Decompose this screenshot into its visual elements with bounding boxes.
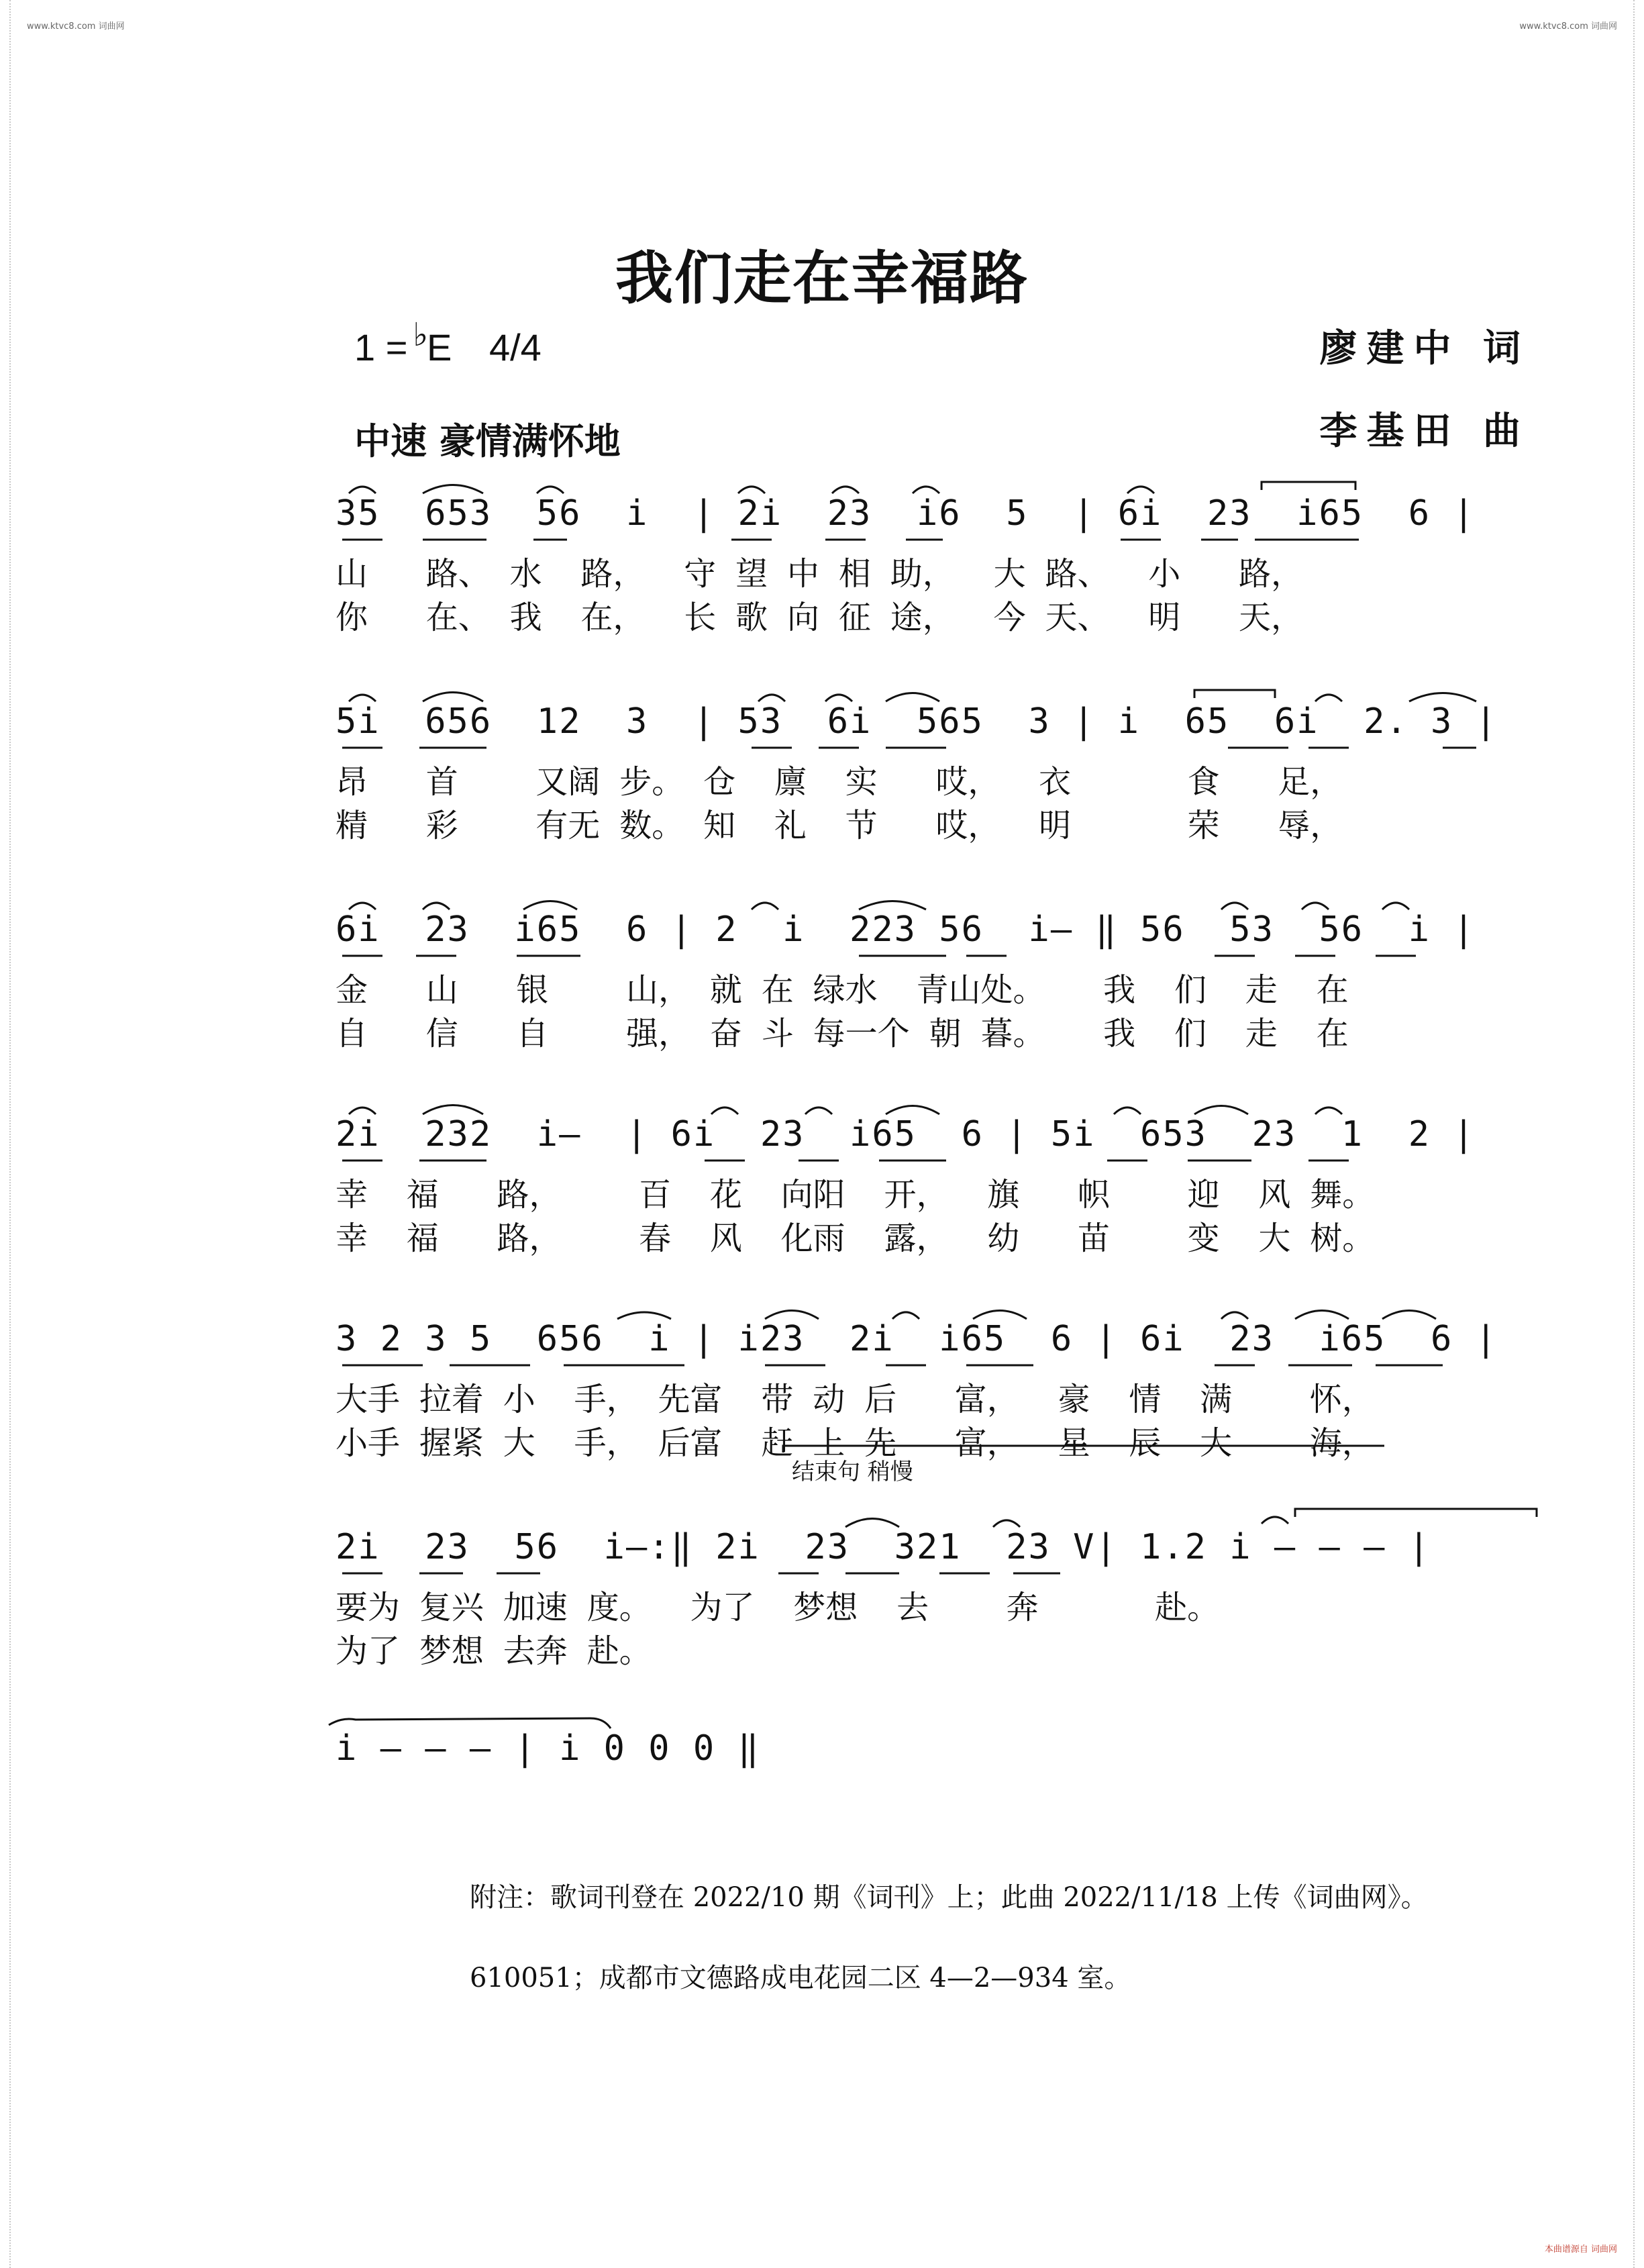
key-prefix: 1 = bbox=[354, 326, 408, 368]
jianpu-notes: 3 2 3 5 656 i | i23 2i i65 6 | 6i 23 i65 6 | bbox=[336, 1319, 1498, 1359]
lyrics-verse-1: 幸 福 路， 百 花 向阳 开， 旗 帜 迎 风 舞。 bbox=[336, 1176, 1375, 1214]
jianpu-notes: 5i 656 12 3 | 53 6i 565 3 | i 65 6i 2. 3 | bbox=[336, 701, 1498, 742]
key-signature bbox=[354, 317, 542, 369]
song-title: 我们走在幸福路 bbox=[615, 245, 1029, 312]
lyrics-verse-1: 昂 首 又阔 步。 仓 廪 实 哎， 衣 食 足， bbox=[336, 763, 1343, 801]
time-signature: 4/4 bbox=[489, 326, 542, 368]
lyrics-verse-1: 金 山 银 山， 就 在 绿水 青山处。 我 们 走 在 bbox=[336, 971, 1349, 1009]
tempo-marking: 中速 豪情满怀地 bbox=[354, 420, 621, 462]
beam-underlines bbox=[336, 1571, 1543, 1579]
lyrics-verse-2: 你 在、 我 在， 长 歌 向 征 途， 今 天、 明 天， bbox=[336, 599, 1303, 636]
flat-sign: ♭ bbox=[413, 317, 429, 353]
ending-bracket bbox=[782, 1443, 1386, 1454]
beam-underlines bbox=[336, 745, 1543, 753]
left-page-border bbox=[0, 0, 11, 2268]
lyrics-verse-2: 小手 握紧 大 手， 后富 赶 上 先 富， 星 辰 大 海， bbox=[336, 1424, 1374, 1462]
ending-annotation: 结束句 稍慢 bbox=[792, 1459, 913, 1485]
jianpu-notes: 2i 23 56 i—:‖ 2i 23 321 23 V| 1.2 i — — — | bbox=[336, 1527, 1431, 1567]
footnote-publication: 附注：歌词刊登在 2022/10 期《词刊》上；此曲 2022/11/18 上传《词曲网》。 bbox=[470, 1882, 1428, 1913]
jianpu-notes: i — — — | i 0 0 0 ‖ bbox=[336, 1728, 760, 1769]
beam-underlines bbox=[336, 1158, 1543, 1166]
key-note: E bbox=[427, 326, 452, 368]
jianpu-notes: 6i 23 i65 6 | 2 i 223 56 i— ‖ 56 53 56 i | bbox=[336, 909, 1476, 950]
jianpu-notes: 2i 232 i— | 6i 23 i65 6 | 5i 653 23 1 2 | bbox=[336, 1114, 1476, 1154]
watermark-top-left: www.ktvc8.com 词曲网 bbox=[27, 21, 125, 32]
lyrics-verse-2: 自 信 自 强， 奋 斗 每一个 朝 暮。 我 们 走 在 bbox=[336, 1015, 1349, 1052]
watermark-top-right: www.ktvc8.com 词曲网 bbox=[1519, 21, 1617, 32]
right-page-border bbox=[1633, 0, 1644, 2268]
lyrics-verse-1: 山 路、 水 路， 守 望 中 相 助， 大 路、 小 路， bbox=[336, 555, 1303, 593]
footnote-address: 610051；成都市文德路成电花园二区 4—2—934 室。 bbox=[470, 1963, 1131, 1993]
watermark-bottom-right: 本曲谱源自 词曲网 bbox=[1544, 2245, 1617, 2255]
beam-underlines bbox=[336, 953, 1543, 961]
lyrics-verse-2: 幸 福 路， 春 风 化雨 露， 幼 苗 变 大 树。 bbox=[336, 1220, 1375, 1257]
lyrics-verse-1: 大手 拉着 小 手， 先富 带 动 后 富， 豪 情 满 怀， bbox=[336, 1381, 1374, 1418]
lyrics-verse-2: 精 彩 有无 数。 知 礼 节 哎， 明 荣 辱， bbox=[336, 807, 1343, 844]
lyricist-credit: 廖建中 词 bbox=[1319, 327, 1530, 371]
composer-credit: 李基田 曲 bbox=[1319, 409, 1530, 453]
lyrics-verse-2: 为了 梦想 去奔 赴。 bbox=[336, 1632, 652, 1670]
beam-underlines bbox=[336, 1363, 1543, 1371]
lyrics-verse-1: 要为 复兴 加速 度。 为了 梦想 去 奔 赴。 bbox=[336, 1589, 1220, 1626]
jianpu-notes: 35 653 56 i | 2i 23 i6 5 | 6i 23 i65 6 | bbox=[336, 493, 1476, 534]
beam-underlines bbox=[336, 537, 1543, 545]
